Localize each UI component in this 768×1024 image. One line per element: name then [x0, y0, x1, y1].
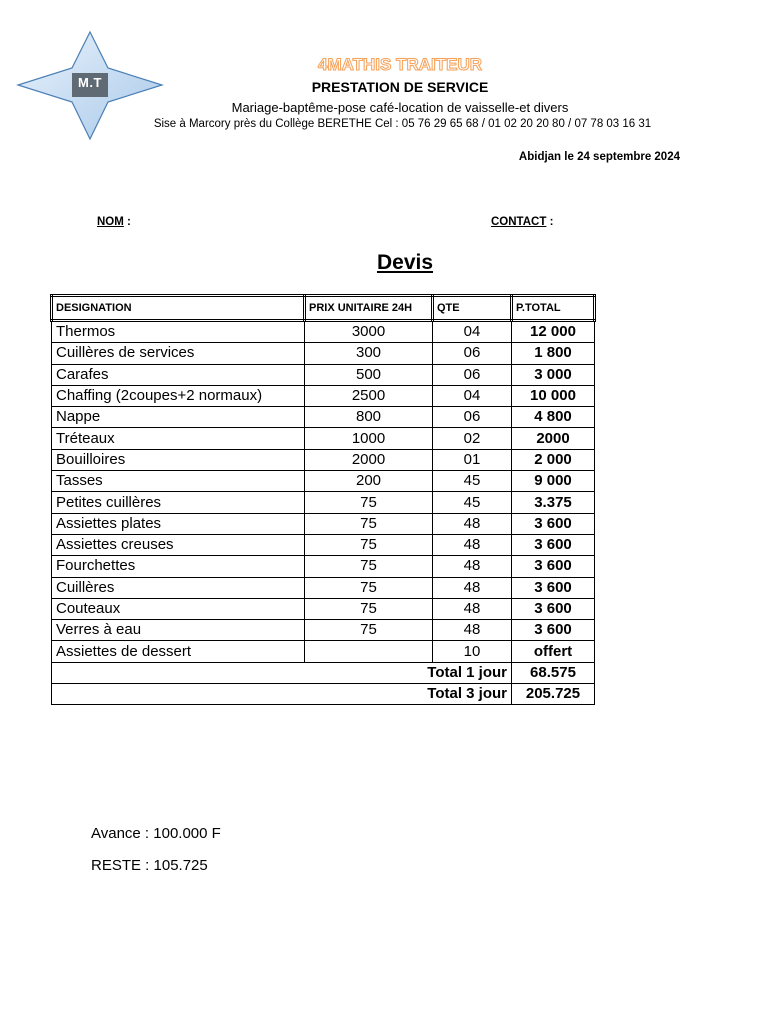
cell-unit-price: 75 — [305, 556, 433, 577]
document-title: Devis — [376, 251, 434, 274]
company-address: Sise à Marcory près du Collège BERETHE Cel : 05 76 29 65 68 / 01 02 20 20 80 / 07 78 03 16 31 — [153, 118, 652, 130]
cell-quantity: 48 — [433, 513, 512, 534]
service-subtitle: Mariage-baptême-pose café-location de vaisselle-et divers — [231, 100, 569, 115]
cell-designation: Assiettes de dessert — [52, 641, 305, 662]
header-quantity: QTE — [433, 296, 512, 321]
table-row — [52, 428, 595, 449]
cell-designation: Tréteaux — [52, 428, 305, 449]
logo-initials: M.T — [78, 75, 102, 90]
cell-total: 3 600 — [512, 598, 595, 619]
cell-total: offert — [512, 641, 595, 662]
cell-total: 2 000 — [512, 449, 595, 470]
cell-designation: Bouilloires — [52, 449, 305, 470]
cell-total: 2000 — [512, 428, 595, 449]
cell-designation: Assiettes creuses — [52, 534, 305, 555]
cell-quantity: 45 — [433, 492, 512, 513]
table-row — [52, 471, 595, 492]
cell-designation: Tasses — [52, 471, 305, 492]
cell-designation: Fourchettes — [52, 556, 305, 577]
table-row — [52, 577, 595, 598]
total-3-days-label: Total 3 jour — [52, 684, 512, 705]
cell-quantity: 48 — [433, 598, 512, 619]
total-row-1-day — [52, 662, 595, 683]
cell-unit-price: 800 — [305, 407, 433, 428]
cell-total: 3 600 — [512, 620, 595, 641]
cell-total: 3 600 — [512, 577, 595, 598]
cell-designation: Carafes — [52, 364, 305, 385]
cell-quantity: 48 — [433, 577, 512, 598]
cell-quantity: 48 — [433, 556, 512, 577]
cell-total: 3 000 — [512, 364, 595, 385]
cell-quantity: 48 — [433, 534, 512, 555]
cell-designation: Thermos — [52, 321, 305, 343]
total-row-3-days — [52, 684, 595, 705]
cell-quantity: 01 — [433, 449, 512, 470]
cell-unit-price: 75 — [305, 577, 433, 598]
cell-quantity: 10 — [433, 641, 512, 662]
table-row — [52, 620, 595, 641]
company-name: 4MATHIS TRAITEUR — [317, 55, 482, 74]
nom-label: NOM — [97, 216, 124, 228]
cell-designation: Verres à eau — [52, 620, 305, 641]
cell-unit-price: 300 — [305, 343, 433, 364]
header-total: P.TOTAL — [512, 296, 595, 321]
cell-total: 12 000 — [512, 321, 595, 343]
cell-unit-price: 2000 — [305, 449, 433, 470]
contact-separator: : — [546, 216, 554, 228]
cell-unit-price: 75 — [305, 492, 433, 513]
total-1-day-label: Total 1 jour — [52, 662, 512, 683]
cell-unit-price: 500 — [305, 364, 433, 385]
remaining-balance: RESTE : 105.725 — [91, 857, 208, 874]
nom-separator: : — [123, 216, 131, 228]
cell-unit-price: 75 — [305, 513, 433, 534]
cell-unit-price: 200 — [305, 471, 433, 492]
cell-designation: Cuillères de services — [52, 343, 305, 364]
total-3-days-value: 205.725 — [512, 684, 595, 705]
cell-unit-price: 75 — [305, 598, 433, 619]
table-row — [52, 556, 595, 577]
cell-total: 3 600 — [512, 513, 595, 534]
cell-designation: Nappe — [52, 407, 305, 428]
cell-unit-price: 2500 — [305, 385, 433, 406]
cell-designation: Assiettes plates — [52, 513, 305, 534]
nom-field — [97, 216, 131, 228]
cell-quantity: 04 — [433, 385, 512, 406]
cell-unit-price — [305, 641, 433, 662]
cell-designation: Cuillères — [52, 577, 305, 598]
cell-designation: Couteaux — [52, 598, 305, 619]
table-row — [52, 513, 595, 534]
cell-quantity: 06 — [433, 364, 512, 385]
table-row — [52, 385, 595, 406]
service-heading: PRESTATION DE SERVICE — [311, 79, 489, 95]
cell-quantity: 02 — [433, 428, 512, 449]
table-row — [52, 492, 595, 513]
contact-label: CONTACT — [491, 216, 547, 228]
cell-total: 3.375 — [512, 492, 595, 513]
cell-total: 3 600 — [512, 556, 595, 577]
cell-total: 4 800 — [512, 407, 595, 428]
cell-total: 3 600 — [512, 534, 595, 555]
cell-total: 9 000 — [512, 471, 595, 492]
quote-table — [50, 294, 596, 705]
cell-quantity: 06 — [433, 407, 512, 428]
cell-unit-price: 75 — [305, 620, 433, 641]
table-row — [52, 343, 595, 364]
header-unit-price: PRIX UNITAIRE 24H — [305, 296, 433, 321]
table-row — [52, 407, 595, 428]
cell-total: 10 000 — [512, 385, 595, 406]
cell-designation: Petites cuillères — [52, 492, 305, 513]
table-row — [52, 364, 595, 385]
table-row — [52, 449, 595, 470]
cell-quantity: 06 — [433, 343, 512, 364]
header-designation: DESIGNATION — [52, 296, 305, 321]
cell-unit-price: 1000 — [305, 428, 433, 449]
advance-payment: Avance : 100.000 F — [91, 825, 221, 842]
cell-quantity: 45 — [433, 471, 512, 492]
cell-designation: Chaffing (2coupes+2 normaux) — [52, 385, 305, 406]
cell-total: 1 800 — [512, 343, 595, 364]
cell-quantity: 04 — [433, 321, 512, 343]
table-row — [52, 598, 595, 619]
table-header-row — [52, 296, 595, 321]
table-row — [52, 321, 595, 343]
contact-field — [491, 216, 553, 228]
table-row — [52, 534, 595, 555]
cell-quantity: 48 — [433, 620, 512, 641]
cell-unit-price: 3000 — [305, 321, 433, 343]
total-1-day-value: 68.575 — [512, 662, 595, 683]
cell-unit-price: 75 — [305, 534, 433, 555]
document-date: Abidjan le 24 septembre 2024 — [518, 151, 680, 163]
table-row — [52, 641, 595, 662]
